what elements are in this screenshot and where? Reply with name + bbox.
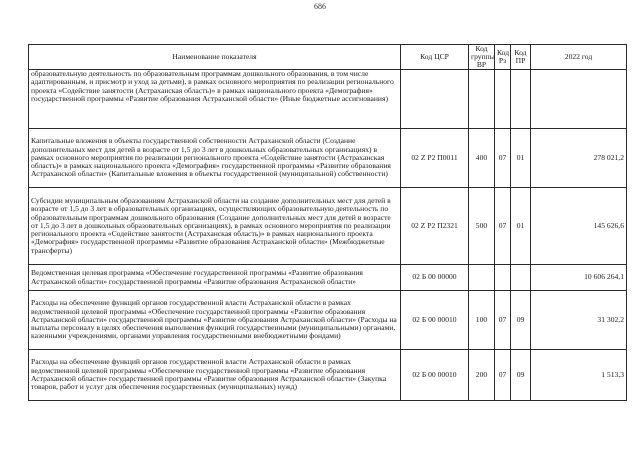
row-rz: 07 bbox=[495, 291, 511, 350]
row-pr: 09 bbox=[511, 291, 531, 350]
row-name: Субсидии муниципальным образованиям Астраханской области на создание дополнительных мест для детей в возрасте от 1,5 до 3 лет в образовательных организациях, осуществляющих образовательную деятельность по образовательным программам дошкольного образования (Создание дополнительных мест для детей в возрасте от 1,5 до 3 лет в дошкольных образовательных организациях), в рамках основного мероприятия по реализации регионального проекта «Содействие занятости (Астраханская область)» в рамках национального проекта «Демография» государственной программы «Развитие образования Астраханской области» (Межбюджетные трансферты) bbox=[29, 188, 401, 265]
row-vr: 400 bbox=[469, 129, 495, 188]
header-rz: Код Рз bbox=[495, 45, 511, 70]
row-name: Расходы на обеспечение функций органов государственной власти Астраханской области в рамках ведомственной целевой программы «Обеспечение государственной программы «Развитие образования Астраханской области» государственной программы «Развитие образования Астраханской области» (Расходы на выплаты персоналу в целях обеспечения выполнения функций государственными (муниципальными) органами, казенными учреждениями, органами управления государственными внебюджетными фондами) bbox=[29, 291, 401, 350]
row-vr: 100 bbox=[469, 291, 495, 350]
table-row bbox=[29, 70, 627, 129]
row-csr: 02 Z P2 П2321 bbox=[401, 188, 469, 265]
header-pr: Код ПР bbox=[511, 45, 531, 70]
table-row bbox=[29, 129, 627, 188]
row-vr: 500 bbox=[469, 188, 495, 265]
row-rz bbox=[495, 265, 511, 291]
row-rz: 07 bbox=[495, 350, 511, 401]
budget-table bbox=[28, 44, 627, 401]
row-pr bbox=[511, 265, 531, 291]
row-name: Расходы на обеспечение функций органов государственной власти Астраханской области в рамках ведомственной целевой программы «Обеспечение государственной программы «Развитие образования Астраханской области» государственной программы «Развитие образования Астраханской области» (Закупка товаров, работ и услуг для обеспечения государственных (муниципальных) нужд) bbox=[29, 350, 401, 401]
row-csr: 02 Б 00 00000 bbox=[401, 265, 469, 291]
table-row bbox=[29, 265, 627, 291]
row-pr: 01 bbox=[511, 188, 531, 265]
row-vr bbox=[469, 265, 495, 291]
row-csr: 02 Б 00 00010 bbox=[401, 291, 469, 350]
row-pr bbox=[511, 70, 531, 129]
table-header-row bbox=[29, 45, 627, 70]
row-csr: 02 Б 00 00010 bbox=[401, 350, 469, 401]
row-name: Ведомственная целевая программа «Обеспечение государственной программы «Развитие образования Астраханской области» государственной программы «Развитие образования Астраханской области» bbox=[29, 265, 401, 291]
row-name: образовательную деятельность по образовательным программам дошкольного образования, в том числе адаптированным, и присмотр и уход за детьми), в рамках основного мероприятия по реализации регионального проекта «Содействие занятости (Астраханская область)» в рамках национального проекта «Демография» государственной программы «Развитие образования Астраханской области» (Иные бюджетные ассигнования) bbox=[29, 70, 401, 129]
row-vr bbox=[469, 70, 495, 129]
header-csr: Код ЦСР bbox=[401, 45, 469, 70]
row-amount: 10 606 264,1 bbox=[531, 265, 627, 291]
table-row bbox=[29, 291, 627, 350]
row-rz bbox=[495, 70, 511, 129]
row-csr bbox=[401, 70, 469, 129]
header-year: 2022 год bbox=[531, 45, 627, 70]
row-amount: 31 302,2 bbox=[531, 291, 627, 350]
header-name: Наименование показателя bbox=[29, 45, 401, 70]
row-vr: 200 bbox=[469, 350, 495, 401]
row-amount: 145 626,6 bbox=[531, 188, 627, 265]
row-rz: 07 bbox=[495, 188, 511, 265]
header-vr: Код группы ВР bbox=[469, 45, 495, 70]
row-amount bbox=[531, 70, 627, 129]
table-row bbox=[29, 188, 627, 265]
row-amount: 278 021,2 bbox=[531, 129, 627, 188]
row-pr: 01 bbox=[511, 129, 531, 188]
row-pr: 09 bbox=[511, 350, 531, 401]
row-csr: 02 Z P2 П0011 bbox=[401, 129, 469, 188]
page-number: 686 bbox=[314, 2, 326, 11]
row-rz: 07 bbox=[495, 129, 511, 188]
row-amount: 1 513,3 bbox=[531, 350, 627, 401]
row-name: Капитальные вложения в объекты государственной собственности Астраханской области (Создание дополнительных мест для детей в возрасте от 1,5 до 3 лет в дошкольных образовательных организациях) в рамках основного мероприятия по реализации регионального проекта «Содействие занятости (Астраханская область)» в рамках национального проекта «Демография» государственной программы «Развитие образования Астраханской области» (Капитальные вложения в объекты государственной (муниципальной) собственности) bbox=[29, 129, 401, 188]
table-row bbox=[29, 350, 627, 401]
